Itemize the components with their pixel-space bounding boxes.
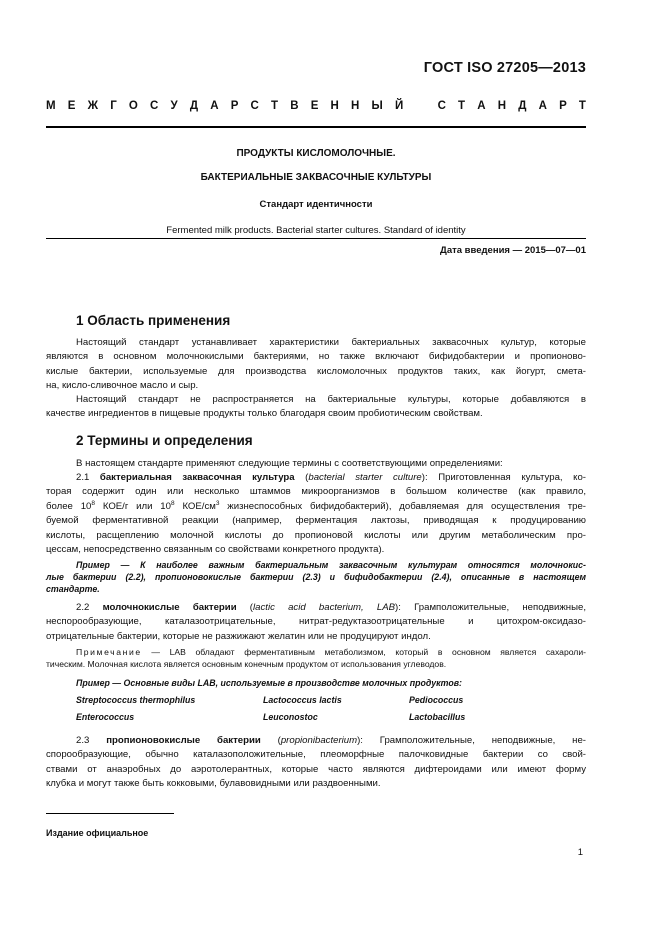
banner-letter: Т <box>271 100 279 112</box>
banner-letter: О <box>128 100 138 112</box>
cfu-text-b: КОЕ/г или 10 <box>102 500 171 512</box>
banner-letter: Е <box>310 100 319 112</box>
note-text: — LAB обладают ферментативным метаболизмом, который в основном является сахароли- <box>141 647 586 657</box>
example-2 <box>46 677 586 689</box>
title-line-2: БАКТЕРИАЛЬНЫЕ ЗАКВАСОЧНЫЕ КУЛЬТУРЫ <box>200 172 432 183</box>
exponent: 3 <box>215 499 220 507</box>
banner-letter: Ы <box>371 100 383 112</box>
banner-letter: Д <box>189 100 199 112</box>
exponent: 8 <box>91 499 96 507</box>
section-1-heading: 1 Область применения <box>76 313 231 328</box>
text-line: ствами от анаэробных до аэротолерантных, которые часто являются дифтероидами или имеют форму <box>46 763 586 775</box>
text-line: тическим. Молочная кислота является основным конечным продуктом от использования углеводов. <box>46 659 447 670</box>
example-1 <box>46 559 586 596</box>
banner-letter: Н <box>330 100 339 112</box>
term-definition-start: ): Приготовленная культура, ко- <box>421 472 586 483</box>
title-subtitle: Стандарт идентичности <box>259 199 373 210</box>
text-line: цессам, непосредственно связанным со свойствами конкретного продукта). <box>46 544 385 556</box>
banner-letter: Ж <box>87 100 99 112</box>
species-item: Lactococcus lactis <box>263 695 342 705</box>
footer-rule <box>46 813 174 814</box>
note-2-2 <box>46 646 586 670</box>
term-definition-start: ): Грамположительные, неподвижные, <box>395 602 587 613</box>
banner-letter: Д <box>518 100 527 112</box>
text-line: кислоты, расщеплению молочной кислоты до пропионовой кислоты или другим метаболическим про- <box>46 529 586 541</box>
term-2-1 <box>46 471 586 557</box>
species-item: Streptococcus thermophilus <box>76 695 196 705</box>
term-name: пропионовокислые бактерии <box>106 735 261 746</box>
term-number: 2.2 <box>76 602 90 613</box>
banner-letter: Р <box>230 100 239 112</box>
official-edition-label: Издание официальное <box>46 828 149 838</box>
text-line: Настоящий стандарт не распространяется на бактериальные культуры, которые добавляются в <box>76 394 586 405</box>
note-line <box>46 646 586 658</box>
note-label: Примечание <box>76 647 142 657</box>
text-line: Настоящий стандарт устанавливает характеристики бактериальных заквасочных культур, которые <box>76 337 586 348</box>
banner-letter: А <box>538 100 547 112</box>
title-line-1: ПРОДУКТЫ КИСЛОМОЛОЧНЫЕ. <box>236 148 396 159</box>
section-1-paragraph-2 <box>46 393 586 422</box>
interstate-standard-banner <box>46 100 586 112</box>
text-line: спорообразующие, обычно каталазоположительные, плеоморфные палочковидные бактерии со свой- <box>46 749 586 761</box>
term-2-2-line: 2.2 молочнокислые бактерии (lactic acid bacterium, LAB): Грамположительные, неподвижные, <box>76 602 587 613</box>
banner-letter: Т <box>578 100 586 112</box>
text-line: стандарте. <box>46 584 100 595</box>
term-latin: lactic acid bacterium, LAB <box>253 602 396 613</box>
species-item: Leuconostoc <box>263 712 318 722</box>
text-line: кислые бактерии, используемые для производства кисломолочных продуктов таких, как йогурт, смета- <box>46 365 586 377</box>
text-line: лые бактерии (2.2), пропионовокислые бактерии (2.3) и бифидобактерии (2.4), описанные в настоящем <box>46 572 586 583</box>
text-line: отрицательные бактерии, которые не разжижают желатин или не продуцируют индол. <box>46 630 431 642</box>
term-2-2 <box>46 601 586 644</box>
cfu-text-a: более 10 <box>46 500 92 512</box>
term-name: бактериальная заквасочная культура <box>99 472 295 483</box>
banner-gap <box>415 100 425 112</box>
banner-letter: С <box>150 100 159 112</box>
banner-letter: Т <box>458 100 466 112</box>
term-number: 2.1 <box>76 472 90 483</box>
species-list <box>76 695 506 725</box>
species-item: Pediococcus <box>409 695 464 705</box>
term-latin: propionibacterium <box>280 735 358 746</box>
term-2-3 <box>46 734 586 792</box>
banner-letter: А <box>210 100 219 112</box>
text-line: буемой ферментативной реакции (например, ферментация лактозы, приводящая к продуцированию <box>46 515 586 527</box>
banner-letter: У <box>170 100 178 112</box>
text-line: Пример — Основные виды LAB, используемые в производстве молочных продуктов: <box>76 678 462 688</box>
term-number: 2.3 <box>76 735 90 746</box>
standard-id: ГОСТ ISO 27205—2013 <box>423 60 586 76</box>
text-line: являются в основном молочнокислыми бактериями, но также включают бифидобактерии и пропионово- <box>46 351 586 363</box>
text-line: неспорообразующие, каталазоотрицательные, нитрат-редуктазоотрицательные и цитохром-оксидазо- <box>46 616 586 628</box>
banner-letter: Н <box>497 100 507 112</box>
effective-date: Дата введения — 2015—07—01 <box>440 245 586 256</box>
banner-letter: Г <box>110 100 117 112</box>
banner-letter: Й <box>394 100 404 112</box>
banner-letter: С <box>437 100 446 112</box>
section-2-heading: 2 Термины и определения <box>76 433 253 448</box>
text-line: клубка и могут также быть кокковыми, булавовидными или раздвоенными. <box>46 778 381 790</box>
exponent: 8 <box>170 499 175 507</box>
banner-letter: Н <box>351 100 360 112</box>
header-rule <box>46 126 586 128</box>
term-name: молочнокислые бактерии <box>102 602 237 613</box>
title-rule <box>46 238 586 239</box>
text-line: качестве ингредиентов в пищевые продукты только благодаря своим пробиотическим свойствам. <box>46 408 483 420</box>
banner-letter: В <box>290 100 299 112</box>
term-2-1-line: 2.1 бактериальная заквасочная культура (bacterial starter culture): Приготовленная культура, ко- <box>76 472 586 483</box>
section-2-intro <box>46 457 586 471</box>
species-item: Lactobacillus <box>409 712 466 722</box>
page-number: 1 <box>577 847 583 858</box>
text-line: торая содержит один или несколько штаммов микроорганизмов в большом количестве (как правило, <box>46 486 586 498</box>
banner-letter: Е <box>67 100 76 112</box>
term-definition-start: ): Грамположительные, неподвижные, не- <box>357 735 586 746</box>
cfu-line <box>46 500 586 514</box>
text-line: В настоящем стандарте применяют следующие термины с соответствующими определениями: <box>76 458 503 469</box>
banner-letter: М <box>46 100 56 112</box>
banner-letter: А <box>477 100 486 112</box>
text-line: Пример — К наиболее важным бактериальным заквасочным культурам относятся молочнокис- <box>76 560 586 570</box>
banner-letter: С <box>250 100 259 112</box>
title-english: Fermented milk products. Bacterial starter cultures. Standard of identity <box>166 225 466 236</box>
text-fragment: бифидобактерий), добавляемая для осуществления тре- <box>310 500 587 512</box>
cfu-text-c: КОЕ/см <box>182 500 216 512</box>
cfu-text-d: жизнеспособных <box>227 500 303 512</box>
banner-letter: Р <box>559 100 567 112</box>
species-item: Enterococcus <box>76 712 135 722</box>
text-line: на, кисло-сливочное масло и сыр. <box>46 380 199 392</box>
term-latin: bacterial starter culture <box>308 472 422 483</box>
section-1-paragraph-1 <box>46 336 586 394</box>
term-2-3-line: 2.3 пропионовокислые бактерии (propionibacterium): Грамположительные, неподвижные, не- <box>76 735 586 746</box>
